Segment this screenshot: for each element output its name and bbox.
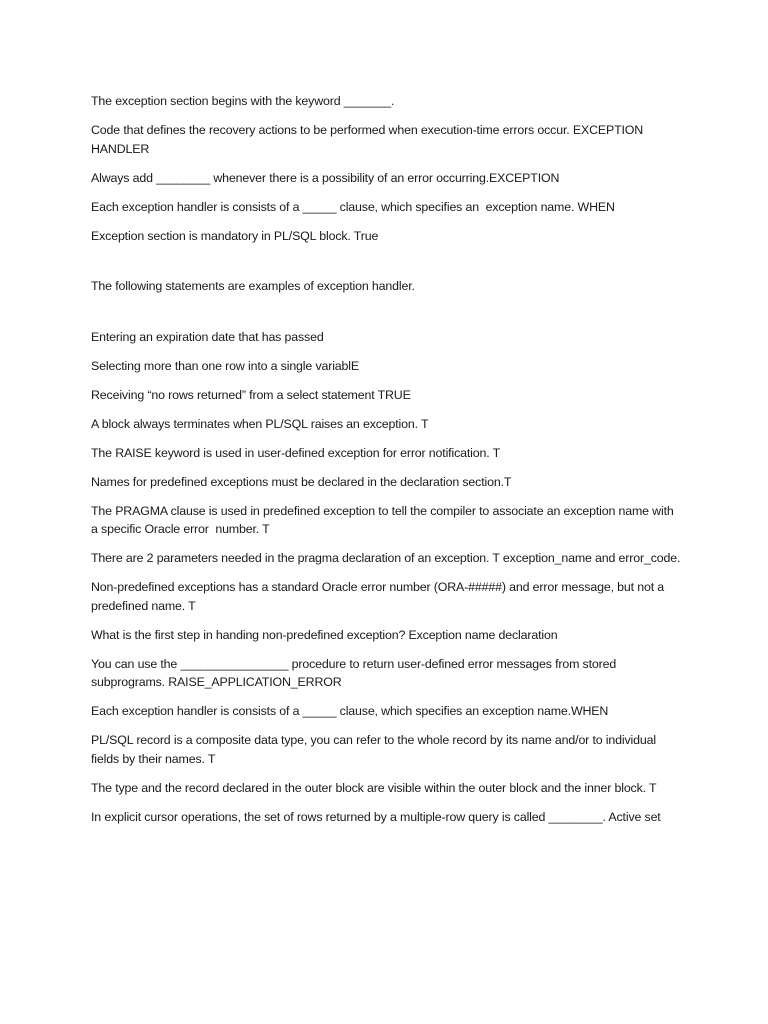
paragraph: Always add ________ whenever there is a possibility of an error occurring.EXCEPTION [91, 170, 560, 185]
paragraph: Names for predefined exceptions must be declared in the declaration section.T [91, 474, 512, 489]
document-body [91, 92, 681, 837]
paragraph: Code that defines the recovery actions to be performed when execution-time errors occur. EXCEPTION HANDLER [91, 123, 647, 156]
paragraph: PL/SQL record is a composite data type, you can refer to the whole record by its name and/or to individual fields by their names. T [91, 733, 660, 766]
paragraph: The following statements are examples of exception handler. [91, 279, 415, 293]
paragraph: The type and the record declared in the outer block are visible within the outer block and the inner block. T [91, 780, 657, 795]
paragraph: You can use the ________________ procedure to return user-defined error messages from stored subprograms. RAISE_APPLICATION_ERROR [91, 656, 620, 689]
paragraph: In explicit cursor operations, the set of rows returned by a multiple-row query is called ________. Active set [91, 809, 661, 824]
paragraph: Receiving “no rows returned” from a select statement TRUE [91, 387, 411, 402]
paragraph: Non-predefined exceptions has a standard Oracle error number (ORA-#####) and error message, but not a predefined name. T [91, 580, 668, 613]
paragraph: A block always terminates when PL/SQL raises an exception. T [91, 416, 429, 431]
paragraph: Entering an expiration date that has passed [91, 329, 324, 344]
paragraph: Selecting more than one row into a single variablE [91, 358, 360, 373]
paragraph: The RAISE keyword is used in user-defined exception for error notification. T [91, 445, 501, 460]
paragraph: The PRAGMA clause is used in predefined exception to tell the compiler to associate an exception name with a specific Oracle error number. T [91, 503, 677, 536]
paragraph: Each exception handler is consists of a _____ clause, which specifies an exception name. WHEN [91, 199, 615, 214]
paragraph: Exception section is mandatory in PL/SQL block. True [91, 228, 379, 243]
paragraph: There are 2 parameters needed in the pragma declaration of an exception. T exception_name and error_code. [91, 551, 681, 565]
paragraph: The exception section begins with the keyword _______. [91, 94, 395, 108]
paragraph: Each exception handler is consists of a _____ clause, which specifies an exception name.WHEN [91, 704, 609, 718]
paragraph: What is the first step in handing non-predefined exception? Exception name declaration [91, 627, 558, 642]
